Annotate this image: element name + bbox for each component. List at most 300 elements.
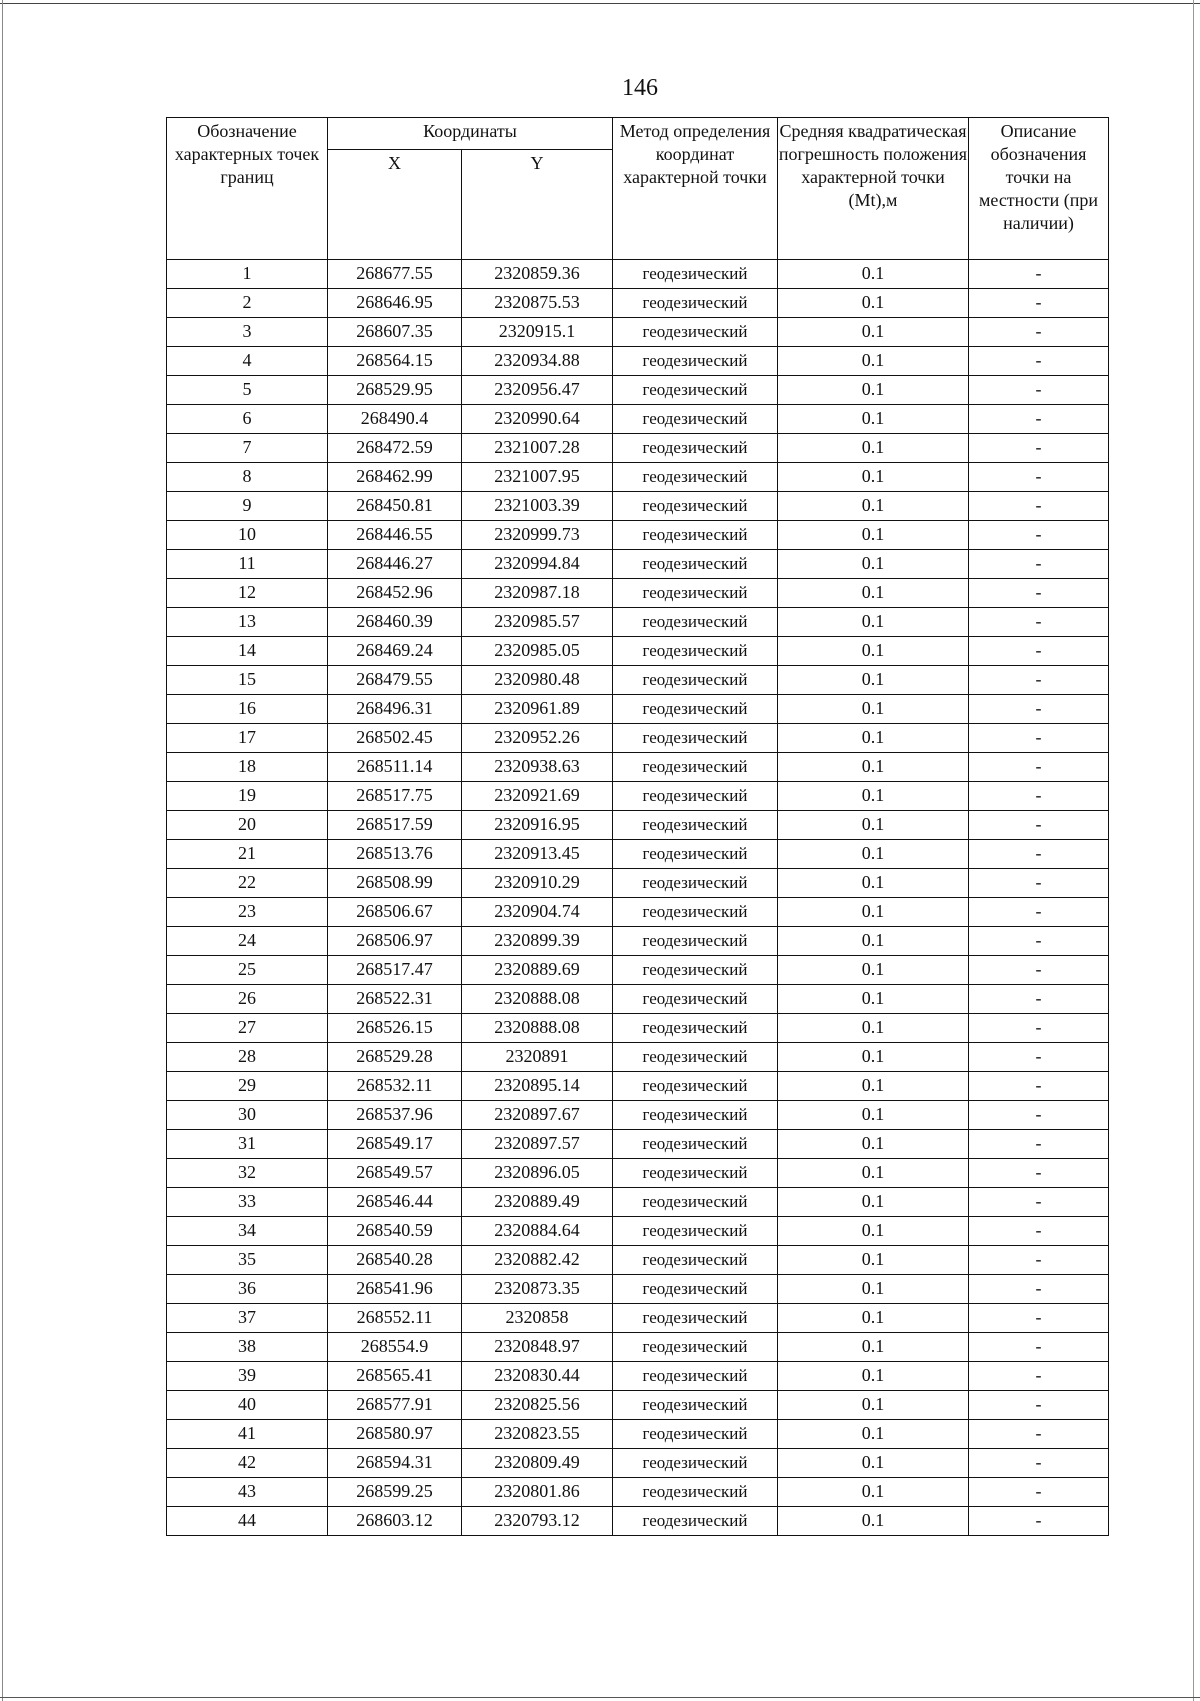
cell-x-coordinate: 268511.14: [328, 753, 462, 782]
cell-x-coordinate: 268646.95: [328, 289, 462, 318]
cell-mean-square-error: 0.1: [778, 347, 969, 376]
cell-point-number: 17: [167, 724, 328, 753]
cell-point-number: 36: [167, 1275, 328, 1304]
cell-mean-square-error: 0.1: [778, 434, 969, 463]
cell-mean-square-error: 0.1: [778, 1478, 969, 1507]
cell-x-coordinate: 268517.47: [328, 956, 462, 985]
cell-x-coordinate: 268580.97: [328, 1420, 462, 1449]
cell-point-number: 43: [167, 1478, 328, 1507]
cell-description: -: [969, 260, 1109, 289]
cell-y-coordinate: 2320884.64: [462, 1217, 613, 1246]
cell-x-coordinate: 268554.9: [328, 1333, 462, 1362]
table-row: [167, 1333, 1109, 1362]
table-row: [167, 405, 1109, 434]
cell-x-coordinate: 268472.59: [328, 434, 462, 463]
cell-point-number: 28: [167, 1043, 328, 1072]
cell-description: -: [969, 666, 1109, 695]
table-row: [167, 1449, 1109, 1478]
cell-x-coordinate: 268599.25: [328, 1478, 462, 1507]
cell-point-number: 23: [167, 898, 328, 927]
cell-mean-square-error: 0.1: [778, 956, 969, 985]
page-number: 146: [622, 75, 658, 101]
cell-point-number: 41: [167, 1420, 328, 1449]
cell-mean-square-error: 0.1: [778, 608, 969, 637]
cell-point-number: 4: [167, 347, 328, 376]
cell-point-number: 18: [167, 753, 328, 782]
cell-y-coordinate: 2320913.45: [462, 840, 613, 869]
cell-method: геодезический: [613, 1478, 778, 1507]
cell-method: геодезический: [613, 1449, 778, 1478]
cell-method: геодезический: [613, 463, 778, 492]
table-row: [167, 1043, 1109, 1072]
cell-y-coordinate: 2320961.89: [462, 695, 613, 724]
cell-x-coordinate: 268546.44: [328, 1188, 462, 1217]
page-left-border: [2, 0, 3, 1701]
cell-x-coordinate: 268564.15: [328, 347, 462, 376]
cell-x-coordinate: 268462.99: [328, 463, 462, 492]
table-row: [167, 753, 1109, 782]
page-top-border: [0, 3, 1200, 4]
cell-x-coordinate: 268532.11: [328, 1072, 462, 1101]
cell-description: -: [969, 1507, 1109, 1536]
cell-description: -: [969, 1304, 1109, 1333]
cell-description: -: [969, 1391, 1109, 1420]
cell-mean-square-error: 0.1: [778, 840, 969, 869]
cell-x-coordinate: 268469.24: [328, 637, 462, 666]
cell-point-number: 21: [167, 840, 328, 869]
cell-mean-square-error: 0.1: [778, 405, 969, 434]
cell-description: -: [969, 463, 1109, 492]
cell-method: геодезический: [613, 782, 778, 811]
cell-y-coordinate: 2320873.35: [462, 1275, 613, 1304]
table-row: [167, 1304, 1109, 1333]
cell-description: -: [969, 1101, 1109, 1130]
header-method: Метод определения координат характерной точки: [613, 118, 778, 260]
cell-point-number: 13: [167, 608, 328, 637]
cell-description: -: [969, 1420, 1109, 1449]
cell-description: -: [969, 405, 1109, 434]
cell-point-number: 1: [167, 260, 328, 289]
cell-method: геодезический: [613, 289, 778, 318]
cell-point-number: 7: [167, 434, 328, 463]
cell-y-coordinate: 2320793.12: [462, 1507, 613, 1536]
table-body: [167, 260, 1109, 1536]
cell-mean-square-error: 0.1: [778, 898, 969, 927]
cell-method: геодезический: [613, 492, 778, 521]
cell-mean-square-error: 0.1: [778, 637, 969, 666]
cell-method: геодезический: [613, 811, 778, 840]
cell-description: -: [969, 695, 1109, 724]
cell-point-number: 32: [167, 1159, 328, 1188]
cell-mean-square-error: 0.1: [778, 1304, 969, 1333]
table-row: [167, 550, 1109, 579]
cell-point-number: 2: [167, 289, 328, 318]
cell-method: геодезический: [613, 927, 778, 956]
cell-description: -: [969, 753, 1109, 782]
cell-y-coordinate: 2320904.74: [462, 898, 613, 927]
table-row: [167, 1188, 1109, 1217]
cell-description: -: [969, 521, 1109, 550]
cell-method: геодезический: [613, 1420, 778, 1449]
cell-description: -: [969, 1362, 1109, 1391]
cell-description: -: [969, 376, 1109, 405]
cell-y-coordinate: 2321007.28: [462, 434, 613, 463]
table-row: [167, 1391, 1109, 1420]
boundary-points-table: [166, 117, 1109, 1536]
cell-point-number: 9: [167, 492, 328, 521]
cell-method: геодезический: [613, 1275, 778, 1304]
cell-y-coordinate: 2320896.05: [462, 1159, 613, 1188]
cell-point-number: 6: [167, 405, 328, 434]
table-row: [167, 608, 1109, 637]
cell-point-number: 35: [167, 1246, 328, 1275]
cell-mean-square-error: 0.1: [778, 260, 969, 289]
cell-method: геодезический: [613, 724, 778, 753]
cell-y-coordinate: 2320823.55: [462, 1420, 613, 1449]
cell-method: геодезический: [613, 1101, 778, 1130]
cell-mean-square-error: 0.1: [778, 753, 969, 782]
cell-description: -: [969, 318, 1109, 347]
cell-method: геодезический: [613, 1159, 778, 1188]
header-y: Y: [462, 150, 613, 260]
cell-description: -: [969, 1159, 1109, 1188]
cell-point-number: 10: [167, 521, 328, 550]
cell-y-coordinate: 2320882.42: [462, 1246, 613, 1275]
cell-mean-square-error: 0.1: [778, 1420, 969, 1449]
cell-y-coordinate: 2320888.08: [462, 1014, 613, 1043]
cell-description: -: [969, 1478, 1109, 1507]
cell-description: -: [969, 898, 1109, 927]
cell-description: -: [969, 1217, 1109, 1246]
table-row: [167, 289, 1109, 318]
table-row: [167, 840, 1109, 869]
cell-method: геодезический: [613, 1072, 778, 1101]
table-row: [167, 1159, 1109, 1188]
cell-x-coordinate: 268549.17: [328, 1130, 462, 1159]
cell-mean-square-error: 0.1: [778, 811, 969, 840]
cell-x-coordinate: 268537.96: [328, 1101, 462, 1130]
cell-mean-square-error: 0.1: [778, 1362, 969, 1391]
cell-mean-square-error: 0.1: [778, 1507, 969, 1536]
cell-description: -: [969, 579, 1109, 608]
cell-mean-square-error: 0.1: [778, 1275, 969, 1304]
cell-description: -: [969, 550, 1109, 579]
table-row: [167, 492, 1109, 521]
table-row: [167, 724, 1109, 753]
cell-x-coordinate: 268522.31: [328, 985, 462, 1014]
table-row: [167, 1217, 1109, 1246]
cell-mean-square-error: 0.1: [778, 1391, 969, 1420]
cell-mean-square-error: 0.1: [778, 1159, 969, 1188]
cell-method: геодезический: [613, 840, 778, 869]
table-row: [167, 1507, 1109, 1536]
cell-description: -: [969, 782, 1109, 811]
cell-method: геодезический: [613, 869, 778, 898]
cell-x-coordinate: 268508.99: [328, 869, 462, 898]
cell-y-coordinate: 2320801.86: [462, 1478, 613, 1507]
cell-point-number: 42: [167, 1449, 328, 1478]
cell-y-coordinate: 2320994.84: [462, 550, 613, 579]
cell-point-number: 30: [167, 1101, 328, 1130]
cell-y-coordinate: 2320891: [462, 1043, 613, 1072]
table-row: [167, 869, 1109, 898]
cell-mean-square-error: 0.1: [778, 782, 969, 811]
cell-mean-square-error: 0.1: [778, 869, 969, 898]
cell-method: геодезический: [613, 347, 778, 376]
cell-x-coordinate: 268496.31: [328, 695, 462, 724]
cell-method: геодезический: [613, 1391, 778, 1420]
cell-x-coordinate: 268565.41: [328, 1362, 462, 1391]
header-point-designation: Обозначение характерных точек границ: [167, 118, 328, 260]
cell-x-coordinate: 268446.55: [328, 521, 462, 550]
cell-mean-square-error: 0.1: [778, 1333, 969, 1362]
table-row: [167, 782, 1109, 811]
cell-x-coordinate: 268529.28: [328, 1043, 462, 1072]
cell-point-number: 16: [167, 695, 328, 724]
cell-y-coordinate: 2320952.26: [462, 724, 613, 753]
cell-description: -: [969, 869, 1109, 898]
cell-method: геодезический: [613, 376, 778, 405]
cell-point-number: 26: [167, 985, 328, 1014]
cell-y-coordinate: 2320915.1: [462, 318, 613, 347]
header-mean-square-error: Средняя квадратическая погрешность положения характерной точки (Mt),м: [778, 118, 969, 260]
table-row: [167, 695, 1109, 724]
cell-description: -: [969, 724, 1109, 753]
cell-mean-square-error: 0.1: [778, 463, 969, 492]
cell-method: геодезический: [613, 260, 778, 289]
cell-mean-square-error: 0.1: [778, 724, 969, 753]
cell-mean-square-error: 0.1: [778, 1188, 969, 1217]
cell-y-coordinate: 2320858: [462, 1304, 613, 1333]
cell-x-coordinate: 268529.95: [328, 376, 462, 405]
cell-point-number: 38: [167, 1333, 328, 1362]
cell-description: -: [969, 1333, 1109, 1362]
cell-y-coordinate: 2320916.95: [462, 811, 613, 840]
cell-y-coordinate: 2321003.39: [462, 492, 613, 521]
cell-x-coordinate: 268517.75: [328, 782, 462, 811]
cell-method: геодезический: [613, 521, 778, 550]
cell-mean-square-error: 0.1: [778, 318, 969, 347]
table-row: [167, 1246, 1109, 1275]
cell-description: -: [969, 1246, 1109, 1275]
cell-point-number: 5: [167, 376, 328, 405]
cell-x-coordinate: 268446.27: [328, 550, 462, 579]
header-coordinates: Координаты: [328, 118, 613, 150]
cell-method: геодезический: [613, 753, 778, 782]
cell-y-coordinate: 2320897.67: [462, 1101, 613, 1130]
cell-method: геодезический: [613, 666, 778, 695]
cell-mean-square-error: 0.1: [778, 1246, 969, 1275]
cell-x-coordinate: 268460.39: [328, 608, 462, 637]
cell-mean-square-error: 0.1: [778, 1217, 969, 1246]
cell-point-number: 44: [167, 1507, 328, 1536]
cell-point-number: 27: [167, 1014, 328, 1043]
cell-x-coordinate: 268479.55: [328, 666, 462, 695]
table-row: [167, 666, 1109, 695]
cell-description: -: [969, 1072, 1109, 1101]
cell-description: -: [969, 434, 1109, 463]
cell-method: геодезический: [613, 1188, 778, 1217]
cell-method: геодезический: [613, 1333, 778, 1362]
cell-y-coordinate: 2320830.44: [462, 1362, 613, 1391]
cell-method: геодезический: [613, 579, 778, 608]
cell-method: геодезический: [613, 550, 778, 579]
table-row: [167, 1072, 1109, 1101]
header-description: Описание обозначения точки на местности (при наличии): [969, 118, 1109, 260]
header-x: X: [328, 150, 462, 260]
cell-mean-square-error: 0.1: [778, 289, 969, 318]
page-bottom-border: [0, 1697, 1200, 1698]
page-right-border: [1193, 0, 1194, 1701]
table-row: [167, 1014, 1109, 1043]
cell-point-number: 25: [167, 956, 328, 985]
cell-description: -: [969, 608, 1109, 637]
cell-mean-square-error: 0.1: [778, 695, 969, 724]
table-row: [167, 1420, 1109, 1449]
cell-point-number: 12: [167, 579, 328, 608]
cell-x-coordinate: 268490.4: [328, 405, 462, 434]
cell-description: -: [969, 637, 1109, 666]
cell-method: геодезический: [613, 1217, 778, 1246]
cell-method: геодезический: [613, 1304, 778, 1333]
cell-mean-square-error: 0.1: [778, 1101, 969, 1130]
cell-point-number: 40: [167, 1391, 328, 1420]
cell-mean-square-error: 0.1: [778, 492, 969, 521]
cell-description: -: [969, 1014, 1109, 1043]
cell-method: геодезический: [613, 1362, 778, 1391]
cell-y-coordinate: 2320938.63: [462, 753, 613, 782]
cell-mean-square-error: 0.1: [778, 1449, 969, 1478]
cell-description: -: [969, 347, 1109, 376]
cell-point-number: 33: [167, 1188, 328, 1217]
cell-description: -: [969, 1043, 1109, 1072]
cell-point-number: 8: [167, 463, 328, 492]
table-row: [167, 811, 1109, 840]
table-row: [167, 927, 1109, 956]
table-row: [167, 1478, 1109, 1507]
cell-point-number: 19: [167, 782, 328, 811]
cell-y-coordinate: 2320889.69: [462, 956, 613, 985]
cell-mean-square-error: 0.1: [778, 376, 969, 405]
cell-method: геодезический: [613, 637, 778, 666]
cell-mean-square-error: 0.1: [778, 985, 969, 1014]
cell-description: -: [969, 1130, 1109, 1159]
cell-method: геодезический: [613, 1246, 778, 1275]
cell-point-number: 22: [167, 869, 328, 898]
cell-point-number: 14: [167, 637, 328, 666]
cell-y-coordinate: 2320910.29: [462, 869, 613, 898]
cell-x-coordinate: 268541.96: [328, 1275, 462, 1304]
table-row: [167, 1101, 1109, 1130]
table-row: [167, 637, 1109, 666]
cell-x-coordinate: 268677.55: [328, 260, 462, 289]
cell-description: -: [969, 985, 1109, 1014]
cell-mean-square-error: 0.1: [778, 521, 969, 550]
cell-y-coordinate: 2320985.05: [462, 637, 613, 666]
cell-method: геодезический: [613, 608, 778, 637]
cell-description: -: [969, 1188, 1109, 1217]
cell-y-coordinate: 2320956.47: [462, 376, 613, 405]
cell-y-coordinate: 2320987.18: [462, 579, 613, 608]
cell-point-number: 29: [167, 1072, 328, 1101]
cell-description: -: [969, 840, 1109, 869]
cell-mean-square-error: 0.1: [778, 550, 969, 579]
cell-x-coordinate: 268452.96: [328, 579, 462, 608]
table-row: [167, 260, 1109, 289]
cell-y-coordinate: 2320825.56: [462, 1391, 613, 1420]
cell-description: -: [969, 811, 1109, 840]
cell-description: -: [969, 492, 1109, 521]
table-row: [167, 1130, 1109, 1159]
cell-x-coordinate: 268594.31: [328, 1449, 462, 1478]
cell-method: геодезический: [613, 318, 778, 347]
cell-x-coordinate: 268517.59: [328, 811, 462, 840]
cell-point-number: 31: [167, 1130, 328, 1159]
cell-method: геодезический: [613, 1014, 778, 1043]
cell-x-coordinate: 268526.15: [328, 1014, 462, 1043]
cell-x-coordinate: 268502.45: [328, 724, 462, 753]
cell-x-coordinate: 268607.35: [328, 318, 462, 347]
cell-x-coordinate: 268450.81: [328, 492, 462, 521]
cell-x-coordinate: 268540.28: [328, 1246, 462, 1275]
cell-mean-square-error: 0.1: [778, 1130, 969, 1159]
cell-y-coordinate: 2320859.36: [462, 260, 613, 289]
cell-y-coordinate: 2320899.39: [462, 927, 613, 956]
cell-description: -: [969, 927, 1109, 956]
cell-y-coordinate: 2320999.73: [462, 521, 613, 550]
cell-description: -: [969, 956, 1109, 985]
cell-mean-square-error: 0.1: [778, 927, 969, 956]
table-row: [167, 347, 1109, 376]
cell-description: -: [969, 1449, 1109, 1478]
cell-x-coordinate: 268540.59: [328, 1217, 462, 1246]
cell-description: -: [969, 1275, 1109, 1304]
table-row: [167, 579, 1109, 608]
table-row: [167, 376, 1109, 405]
cell-x-coordinate: 268552.11: [328, 1304, 462, 1333]
cell-point-number: 39: [167, 1362, 328, 1391]
cell-description: -: [969, 289, 1109, 318]
cell-point-number: 24: [167, 927, 328, 956]
cell-y-coordinate: 2320888.08: [462, 985, 613, 1014]
cell-y-coordinate: 2321007.95: [462, 463, 613, 492]
cell-y-coordinate: 2320921.69: [462, 782, 613, 811]
cell-y-coordinate: 2320848.97: [462, 1333, 613, 1362]
cell-method: геодезический: [613, 405, 778, 434]
cell-y-coordinate: 2320895.14: [462, 1072, 613, 1101]
cell-x-coordinate: 268513.76: [328, 840, 462, 869]
cell-point-number: 3: [167, 318, 328, 347]
table-row: [167, 1275, 1109, 1304]
cell-x-coordinate: 268577.91: [328, 1391, 462, 1420]
cell-x-coordinate: 268549.57: [328, 1159, 462, 1188]
cell-y-coordinate: 2320980.48: [462, 666, 613, 695]
table-row: [167, 956, 1109, 985]
cell-mean-square-error: 0.1: [778, 666, 969, 695]
cell-method: геодезический: [613, 956, 778, 985]
cell-method: геодезический: [613, 1130, 778, 1159]
table-row: [167, 1362, 1109, 1391]
cell-mean-square-error: 0.1: [778, 1072, 969, 1101]
cell-y-coordinate: 2320985.57: [462, 608, 613, 637]
table-row: [167, 318, 1109, 347]
cell-y-coordinate: 2320875.53: [462, 289, 613, 318]
cell-point-number: 20: [167, 811, 328, 840]
cell-y-coordinate: 2320809.49: [462, 1449, 613, 1478]
cell-y-coordinate: 2320897.57: [462, 1130, 613, 1159]
cell-y-coordinate: 2320990.64: [462, 405, 613, 434]
cell-method: геодезический: [613, 434, 778, 463]
